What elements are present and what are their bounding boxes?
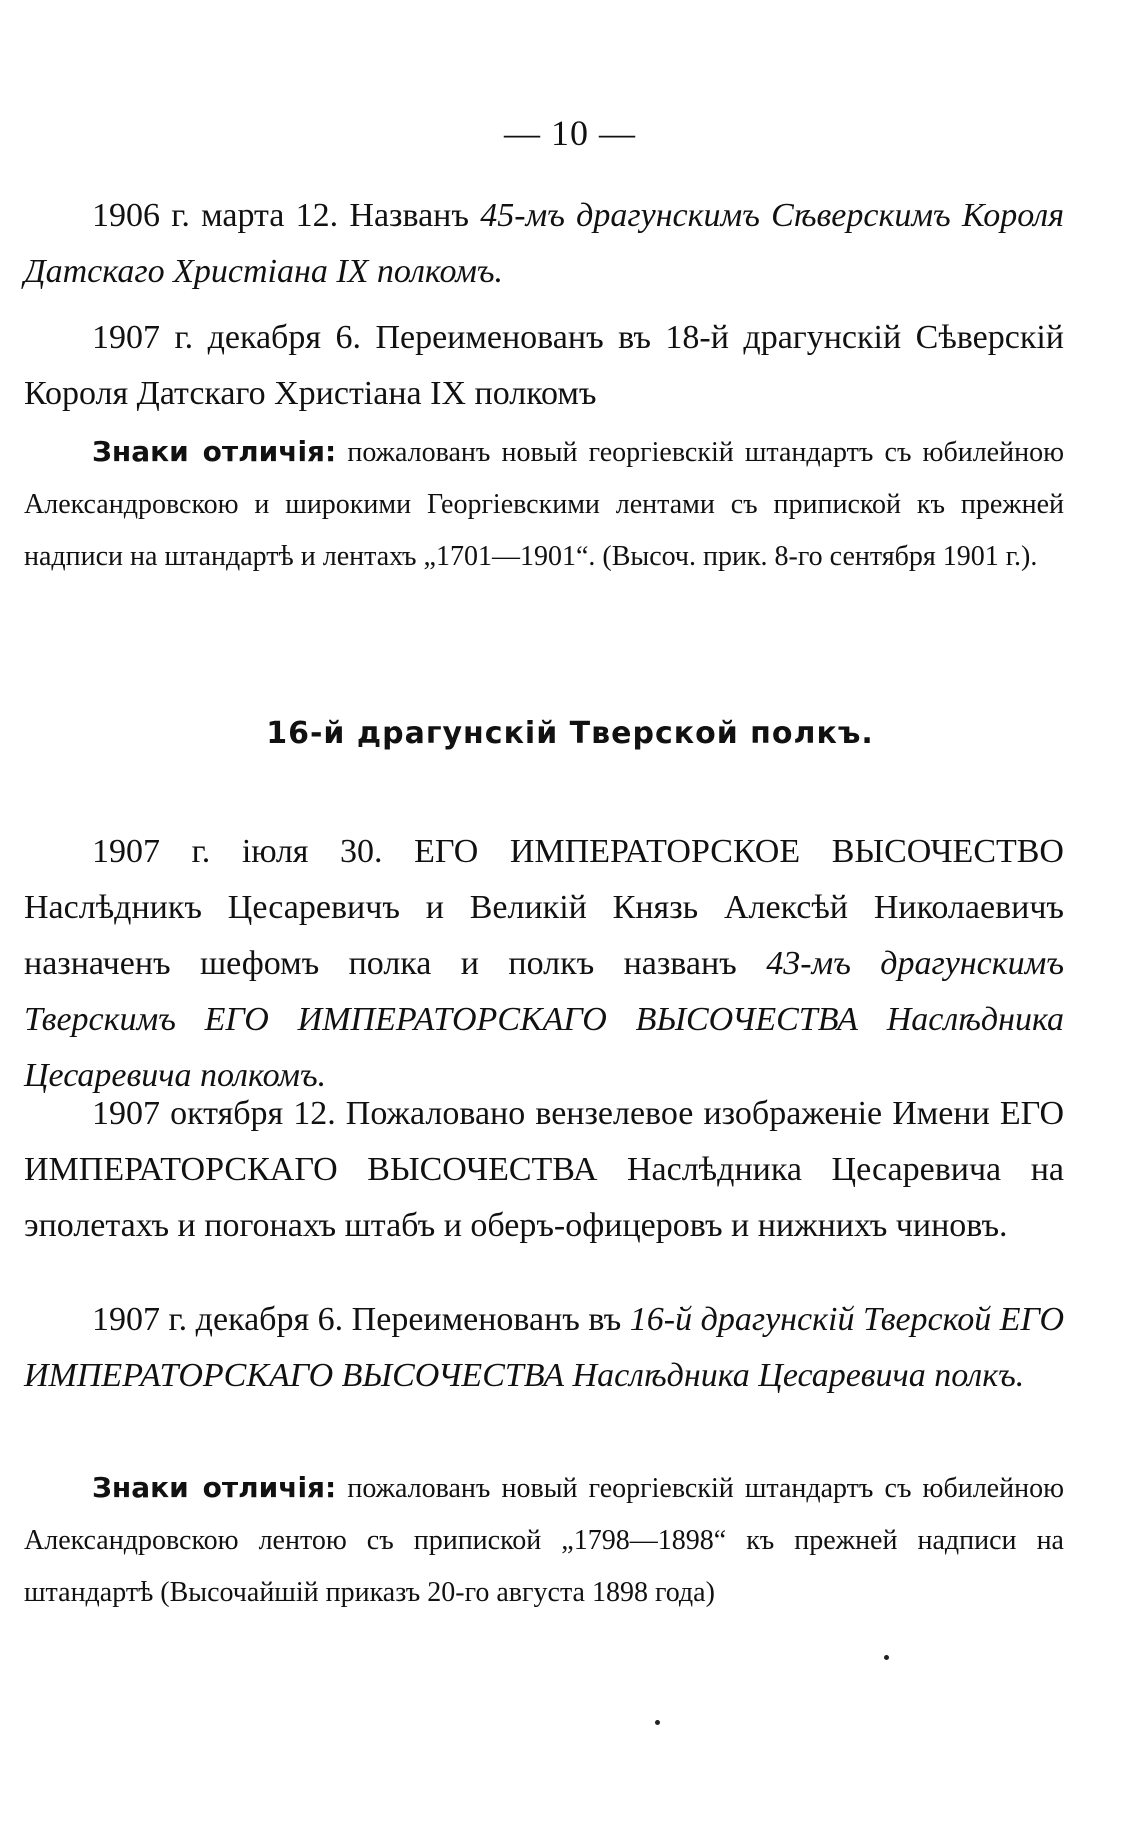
entry-1907-october-text: 1907 октября 12. Пожаловано вензелевое изображеніе Имени ЕГО ИМПЕРАТОРСКАГО ВЫСОЧЕСТВА Наслѣдника Цесаревича на эполетахъ и погонахъ штабъ и оберъ-офицеровъ и нижнихъ чиновъ. xyxy=(24,1095,1064,1244)
entry-1907-december-italic: 16-й драгунскій Тверской ЕГО ИМПЕРАТОРСКАГО ВЫСОЧЕСТВА Наслѣдника Цесаревича полкъ. xyxy=(24,1301,1065,1394)
entry-1906 xyxy=(24,188,1064,300)
print-speck xyxy=(884,1655,889,1660)
entry-1907-july xyxy=(24,824,1064,1104)
distinctions-1-text: пожалованъ новый георгіевскій штандартъ съ юбилейною Александровскою и широкими Георгіевскими лентами съ припиской къ прежней надписи на штандартѣ и лентахъ „1701—1901“. (Высоч. прик. 8-го сентября 1901 г.). xyxy=(24,437,1064,572)
entry-1906-plain: Названъ xyxy=(349,197,469,234)
entry-1907-rename-text: 1907 г. декабря 6. Переименованъ въ 18-й драгунскій Сѣверскій Короля Датскаго Христіана IX полкомъ xyxy=(24,319,1064,412)
distinctions-2-text: пожалованъ новый георгіевскій штандартъ съ юбилейною Александровскою лентою съ припиской „1798—1898“ къ прежней надписи на штандартѣ (Высочайшій приказъ 20-го августа 1898 года) xyxy=(24,1473,1064,1608)
distinctions-1-label: Знаки отличія: xyxy=(92,435,337,468)
section-title: 16-й драгунскій Тверской полкъ. xyxy=(266,716,874,751)
entry-1907-december-plain: 1907 г. декабря 6. Переименованъ въ xyxy=(92,1301,622,1338)
print-speck xyxy=(655,1720,660,1725)
entry-1907-july-italic: 43-мъ драгунскимъ Тверскимъ ЕГО ИМПЕРАТОРСКАГО ВЫСОЧЕСТВА Наслѣдника Цесаревича полкомъ. xyxy=(24,945,1065,1094)
distinctions-2 xyxy=(24,1462,1064,1619)
entry-1907-rename xyxy=(24,310,1064,422)
entry-1907-december xyxy=(24,1292,1064,1404)
entry-1907-july-plain: 1907 г. іюля 30. ЕГО ИМПЕРАТОРСКОЕ ВЫСОЧЕСТВО Наслѣдникъ Цесаревичъ и Великій Князь Алексѣй Николаевичъ назначенъ шефомъ полка и полкъ названъ xyxy=(24,833,1064,982)
distinctions-1 xyxy=(24,426,1064,583)
entry-1906-date: 1906 г. марта 12. xyxy=(92,197,339,234)
entry-1907-october xyxy=(24,1086,1064,1254)
page-number: — 10 — xyxy=(504,113,636,153)
entry-1906-italic: 45-мъ драгунскимъ Сѣверскимъ Короля Датскаго Христіана IX полкомъ. xyxy=(24,197,1065,290)
distinctions-2-label: Знаки отличія: xyxy=(92,1471,337,1504)
